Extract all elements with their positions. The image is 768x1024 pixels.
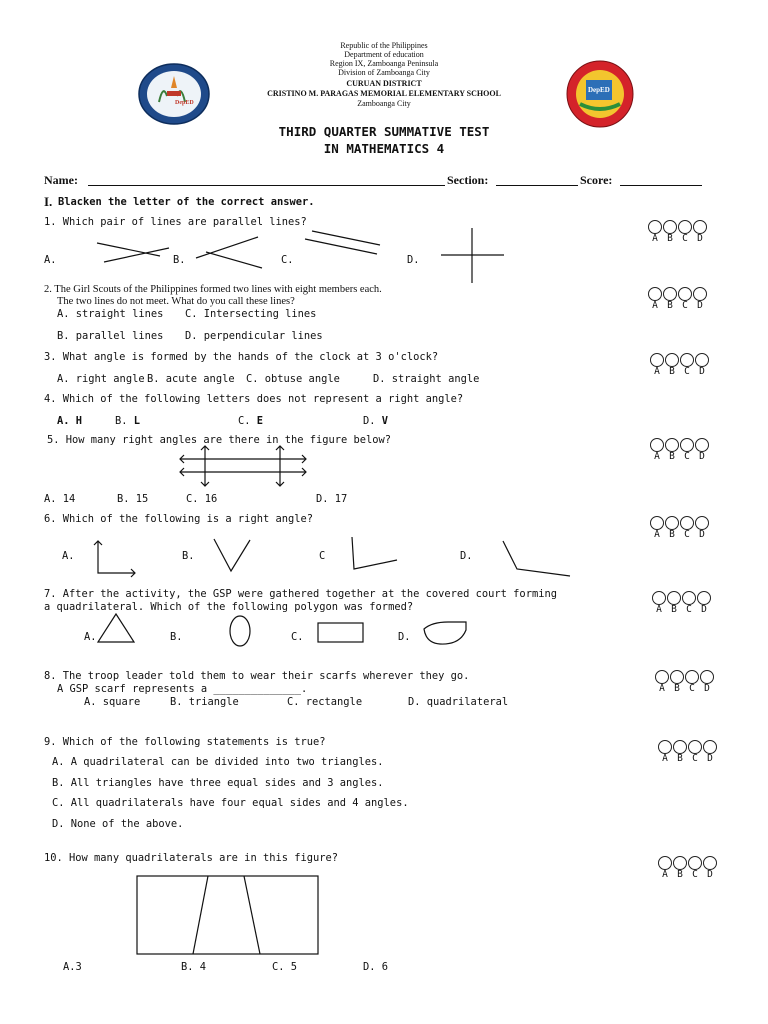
q1-option-d: D. xyxy=(407,254,420,266)
q2-option-d: D. perpendicular lines xyxy=(185,330,323,342)
q8-option-b: B. triangle xyxy=(170,696,239,708)
q9-option-b: B. All triangles have three equal sides and 3 angles. xyxy=(52,777,384,789)
q5-option-d: D. 17 xyxy=(316,493,348,505)
q1-option-c: C. xyxy=(281,254,294,266)
q5-option-a: A. 14 xyxy=(44,493,76,505)
q2-option-c: C. Intersecting lines xyxy=(185,308,317,320)
q7-text-line1: 7. After the activity, the GSP were gathered together at the covered court forming xyxy=(44,588,557,600)
q10-option-d: D. 6 xyxy=(363,961,389,973)
q10-bubble-d[interactable] xyxy=(703,856,717,870)
name-label: Name: xyxy=(44,173,78,187)
q6-option-c: C xyxy=(319,550,326,562)
q10-outer-rectangle xyxy=(137,876,318,954)
header-republic: Republic of the Philippines xyxy=(340,41,428,50)
q1-option-a: A. xyxy=(44,254,57,266)
q9-option-d: D. None of the above. xyxy=(52,818,184,830)
q9-option-a: A. A quadrilateral can be divided into two triangles. xyxy=(52,756,384,768)
header-school: CRISTINO M. PARAGAS MEMORIAL ELEMENTARY SCHOOL xyxy=(267,89,501,98)
header-region: Region IX, Zamboanga Peninsula xyxy=(329,59,439,68)
q7-answer-bubbles[interactable]: A B C D xyxy=(652,591,711,615)
q5-answer-bubbles[interactable]: A B C D xyxy=(650,438,709,462)
q6-option-a: A. xyxy=(62,550,75,562)
q10-text: 10. How many quadrilaterals are in this figure? xyxy=(44,852,339,864)
q2-option-b: B. parallel lines xyxy=(57,330,164,342)
q4-text: 4. Which of the following letters does not represent a right angle? xyxy=(44,393,464,405)
q8-option-d: D. quadrilateral xyxy=(408,696,509,708)
q1-text: 1. Which pair of lines are parallel lines? xyxy=(44,216,307,228)
q3-text: 3. What angle is formed by the hands of the clock at 3 o'clock? xyxy=(44,351,439,363)
header-district: CURUAN DISTRICT xyxy=(346,79,422,88)
score-label: Score: xyxy=(580,173,613,187)
q10-option-c: C. 5 xyxy=(272,961,298,973)
q2-answer-bubbles[interactable]: A B C D xyxy=(648,287,707,311)
q4-option-d: D. V xyxy=(363,415,389,427)
q10-right-slant-line xyxy=(244,876,260,954)
q8-text-line2: A GSP scarf represents a ______________. xyxy=(57,683,308,695)
q10-bubble-c[interactable] xyxy=(688,856,702,870)
q4-option-b: B. L xyxy=(115,415,141,427)
q9-text: 9. Which of the following statements is true? xyxy=(44,736,326,748)
instruction-text: Blacken the letter of the correct answer. xyxy=(58,196,315,208)
q5-text: 5. How many right angles are there in the figure below? xyxy=(47,434,392,446)
header-department: Department of education xyxy=(344,50,424,59)
q5-option-c: C. 16 xyxy=(186,493,218,505)
test-title: THIRD QUARTER SUMMATIVE TEST xyxy=(278,124,490,139)
q10-left-slant-line xyxy=(193,876,208,954)
q4-option-a: A. H xyxy=(57,415,83,427)
q2-text-line2: The two lines do not meet. What do you call these lines? xyxy=(57,296,295,307)
test-subtitle: IN MATHEMATICS 4 xyxy=(323,141,445,156)
q7-option-b: B. xyxy=(170,631,183,643)
header-division: Division of Zamboanga City xyxy=(338,68,430,77)
q8-option-a: A. square xyxy=(84,696,141,708)
q9-option-c: C. All quadrilaterals have four equal sides and 4 angles. xyxy=(52,797,409,809)
q10-option-a: A.3 xyxy=(63,961,82,973)
q8-text-line1: 8. The troop leader told them to wear their scarfs wherever they go. xyxy=(44,670,470,682)
q10-bubble-a[interactable] xyxy=(658,856,672,870)
q7-option-a: A. xyxy=(84,631,97,643)
q6-option-d: D. xyxy=(460,550,473,562)
q2-text-line1: 2. The Girl Scouts of the Philippines formed two lines with eight members each. xyxy=(44,284,382,295)
q10-answer-bubbles[interactable]: A B C D xyxy=(658,856,717,880)
header-city: Zamboanga City xyxy=(357,99,411,108)
q3-answer-bubbles[interactable]: A B C D xyxy=(650,353,709,377)
q2-option-a: A. straight lines xyxy=(57,308,164,320)
q6-answer-bubbles[interactable]: A B C D xyxy=(650,516,709,540)
q1-answer-bubbles[interactable]: A B C D xyxy=(648,220,707,244)
q9-answer-bubbles[interactable]: A B C D xyxy=(658,740,717,764)
q3-option-c: C. obtuse angle xyxy=(246,373,340,385)
q10-bubble-b[interactable] xyxy=(673,856,687,870)
instruction-numeral: I. xyxy=(44,194,53,209)
q10-option-b: B. 4 xyxy=(181,961,207,973)
left-logo-text: DepED xyxy=(175,100,194,106)
q7-option-c: C. xyxy=(291,631,304,643)
q8-answer-bubbles[interactable]: A B C D xyxy=(655,670,714,694)
section-label: Section: xyxy=(447,173,489,187)
q7-text-line2: a quadrilateral. Which of the following polygon was formed? xyxy=(44,601,414,613)
q1-option-b: B. xyxy=(173,254,186,266)
q6-option-b: B. xyxy=(182,550,195,562)
q3-option-b: B. acute angle xyxy=(147,373,235,385)
q5-option-b: B. 15 xyxy=(117,493,149,505)
q8-option-c: C. rectangle xyxy=(287,696,363,708)
q7-option-d: D. xyxy=(398,631,411,643)
right-logo-text: DepED xyxy=(588,86,610,94)
q4-option-c: C. E xyxy=(238,415,264,427)
q3-option-d: D. straight angle xyxy=(373,373,480,385)
q3-option-a: A. right angle xyxy=(57,373,145,385)
q6-text: 6. Which of the following is a right angle? xyxy=(44,513,313,525)
